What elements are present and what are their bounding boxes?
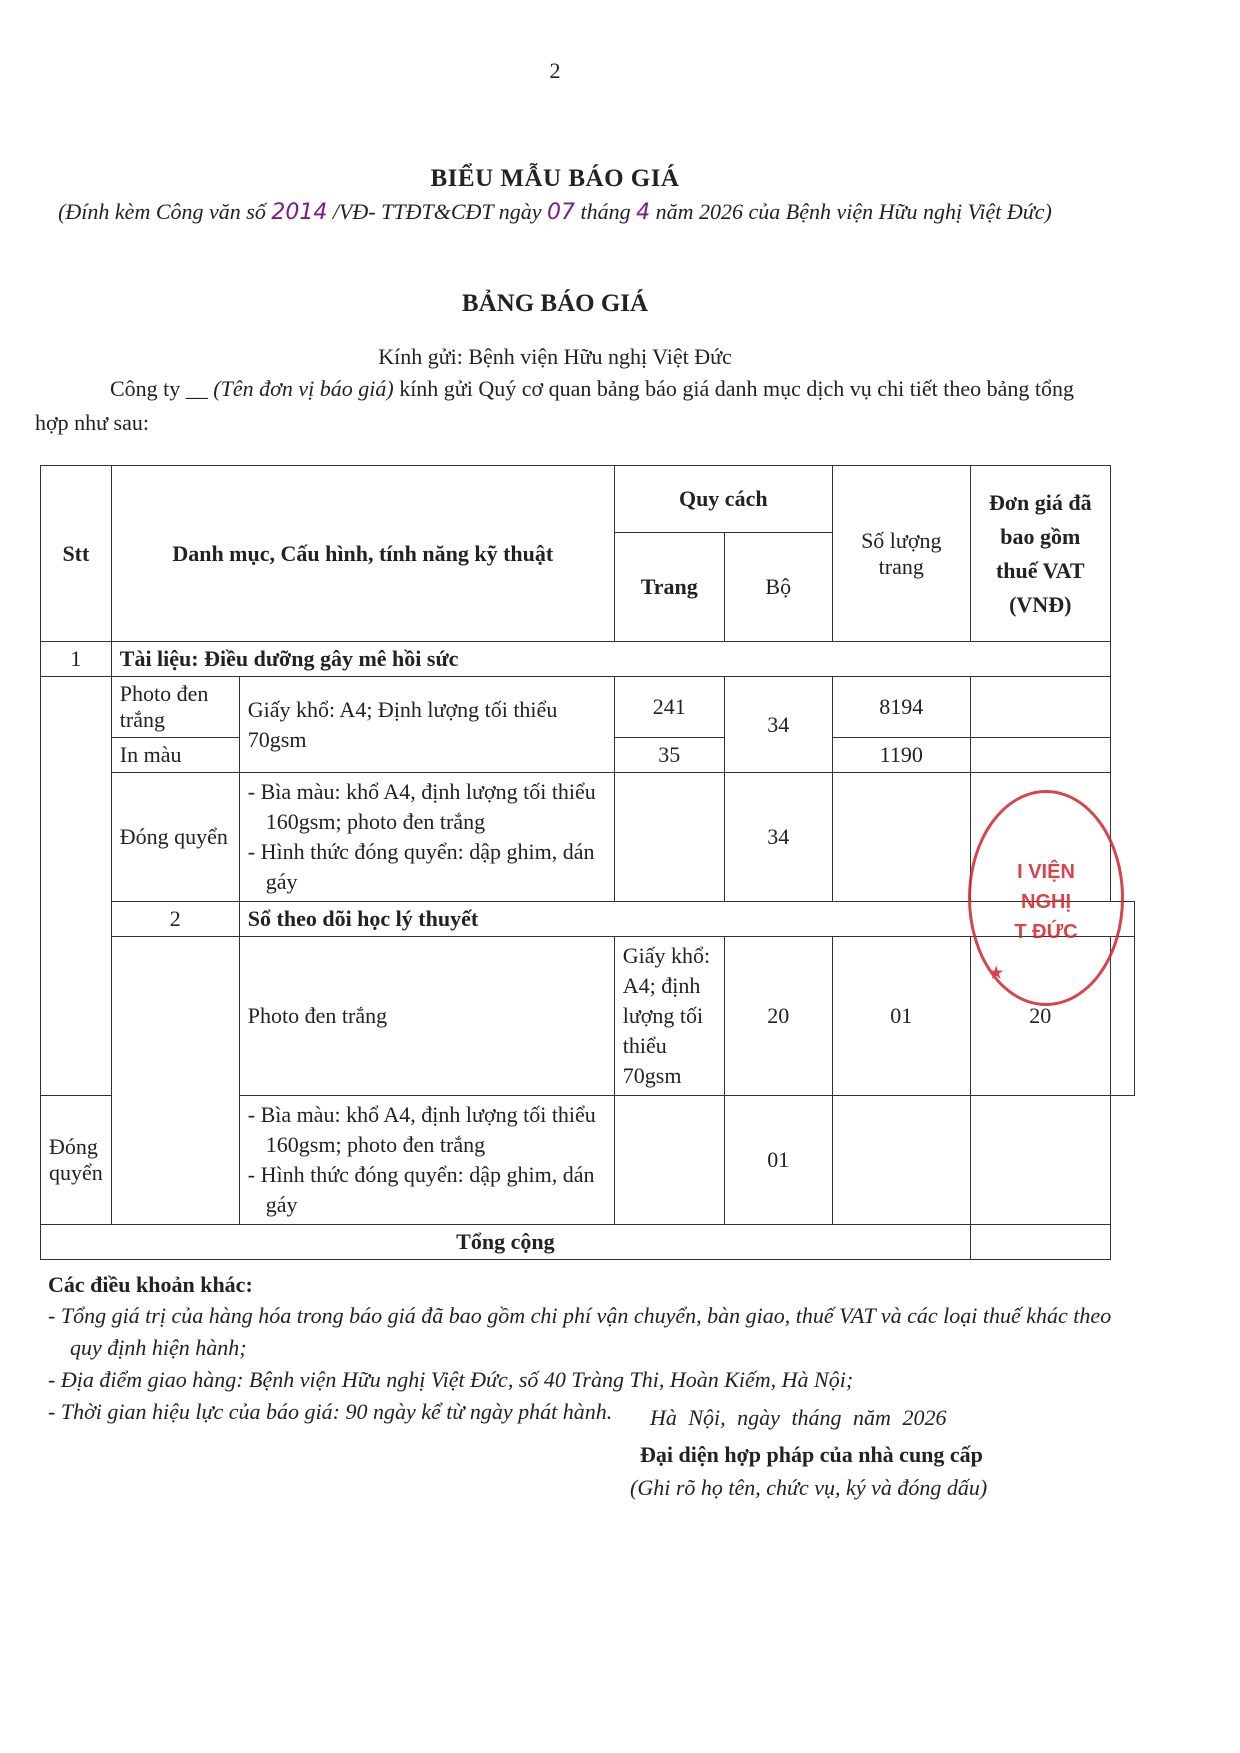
stamp-line: NGHỊ	[1021, 891, 1071, 913]
binding-desc-line: - Bìa màu: khổ A4, định lượng tối thiểu 160gsm; photo đen trắng	[247, 779, 596, 834]
terms-item: - Địa điểm giao hàng: Bệnh viện Hữu nghị Việt Đức, số 40 Tràng Thi, Hoàn Kiếm, Hà Nội;	[48, 1364, 1128, 1396]
star-icon: ★	[989, 965, 1004, 982]
stamp-line: I VIỆN	[1017, 861, 1075, 883]
binding-label: Đóng quyển	[111, 773, 239, 902]
bw-label: Photo đen trắng	[239, 937, 614, 1096]
handwritten-month: 4	[636, 200, 651, 225]
bw-count: 8194	[832, 677, 970, 738]
binding-desc	[239, 1096, 614, 1225]
terms-title: Các điều khoản khác:	[48, 1272, 253, 1297]
color-label: In màu	[111, 738, 239, 773]
binding-desc	[239, 773, 614, 902]
red-seal-stamp	[968, 790, 1124, 1006]
subtitle-mid2: tháng	[574, 199, 637, 224]
handwritten-doc-number: 2014	[271, 200, 328, 225]
group-row	[41, 642, 1135, 677]
header-sets: Bộ	[724, 533, 832, 642]
handwritten-day: 07	[546, 200, 575, 225]
header-page-count: Số lượng trang	[832, 466, 970, 642]
header-row	[41, 466, 1135, 533]
header-spec: Quy cách	[614, 466, 832, 533]
terms-section	[48, 1272, 1128, 1428]
terms-item: - Tổng giá trị của hàng hóa trong báo giá đã bao gồm chi phí vận chuyển, bàn giao, thuế VAT và các loại thuế khác theo quy định hiện hành;	[48, 1300, 1128, 1364]
price-cell	[970, 677, 1110, 738]
pages-cell	[614, 1096, 724, 1225]
group-title: Tài liệu: Điều dưỡng gây mê hồi sức	[111, 642, 1110, 677]
paper-spec: Giấy khổ: A4; định lượng tối thiểu 70gsm	[614, 937, 724, 1096]
header-item: Danh mục, Cấu hình, tính năng kỹ thuật	[111, 466, 614, 642]
color-pages: 35	[614, 738, 724, 773]
binding-desc-line: - Hình thức đóng quyển: dập ghim, dán gáy	[247, 839, 595, 894]
header-price: Đơn giá đã bao gồm thuế VAT (VNĐ)	[970, 466, 1110, 642]
document-title: BIỂU MẪU BÁO GIÁ	[430, 165, 680, 192]
pages-cell	[614, 773, 724, 902]
intro-paragraph	[35, 372, 1095, 440]
group-title: Sổ theo dõi học lý thuyết	[239, 902, 1134, 937]
total-value	[970, 1225, 1110, 1260]
table-row	[41, 677, 1135, 738]
header-stt: Stt	[41, 466, 112, 642]
binding-desc-line: - Hình thức đóng quyển: dập ghim, dán gáy	[247, 1162, 595, 1217]
quote-heading: BẢNG BÁO GIÁ	[461, 290, 649, 317]
document-subtitle	[50, 195, 1060, 229]
bw-label: Photo đen trắng	[111, 677, 239, 738]
total-label: Tổng cộng	[41, 1225, 971, 1260]
bw-pages: 241	[614, 677, 724, 738]
representative-note: (Ghi rõ họ tên, chức vụ, ký và đóng dấu)	[630, 1475, 988, 1500]
greeting: Kính gửi: Bệnh viện Hữu nghị Việt Đức	[378, 344, 732, 369]
page-number: 2	[549, 58, 561, 83]
price-cell	[1110, 937, 1134, 1096]
binding-desc-line: - Bìa màu: khổ A4, định lượng tối thiểu 160gsm; photo đen trắng	[247, 1102, 596, 1157]
total-row	[41, 1225, 1135, 1260]
count-cell	[832, 1096, 970, 1225]
subtitle-prefix: (Đính kèm Công văn số	[58, 199, 272, 224]
group-stt: 1	[41, 642, 112, 677]
stt-spacer	[41, 677, 112, 1096]
terms-list	[48, 1300, 1128, 1428]
stt-spacer	[111, 937, 239, 1225]
subtitle-mid1: /VĐ- TTĐT&CĐT ngày	[327, 199, 547, 224]
date-line: Hà Nội, ngày tháng năm 2026	[650, 1405, 947, 1430]
group-stt: 2	[111, 902, 239, 937]
color-count: 1190	[832, 738, 970, 773]
bw-count: 20	[970, 937, 1110, 1096]
paper-spec: Giấy khổ: A4; Định lượng tối thiểu 70gsm	[239, 677, 614, 773]
price-cell	[970, 738, 1110, 773]
header-pages: Trang	[614, 533, 724, 642]
binding-sets: 01	[724, 1096, 832, 1225]
terms-item: - Thời gian hiệu lực của báo giá: 90 ngày kể từ ngày phát hành.	[48, 1396, 1128, 1428]
binding-label: Đóng quyển	[41, 1096, 112, 1225]
intro-italic: (Tên đơn vị báo giá)	[213, 376, 394, 401]
bw-pages: 20	[724, 937, 832, 1096]
count-cell	[832, 773, 970, 902]
intro-part1: Công ty __	[110, 376, 214, 401]
subtitle-suffix: năm 2026 của Bệnh viện Hữu nghị Việt Đức)	[650, 199, 1052, 224]
table-row	[41, 937, 1135, 1096]
binding-sets: 34	[724, 773, 832, 902]
intro-part2: kính gửi Quý cơ quan bảng báo giá danh mục dịch vụ chi tiết theo bảng tổng hợp như sau:	[35, 376, 1075, 435]
sets: 01	[832, 937, 970, 1096]
stamp-line: T ĐỨC	[1014, 921, 1078, 943]
price-cell	[970, 1096, 1110, 1225]
representative-title: Đại diện hợp pháp của nhà cung cấp	[640, 1442, 983, 1467]
sets: 34	[724, 677, 832, 773]
